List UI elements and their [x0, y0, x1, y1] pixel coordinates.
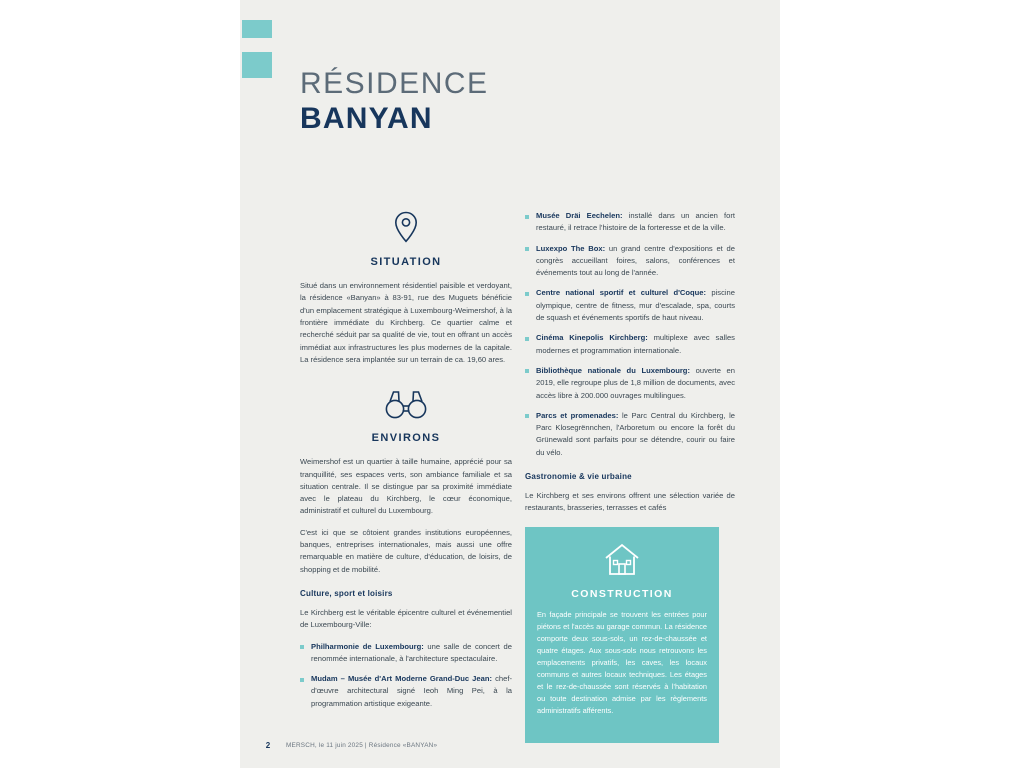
list-item: [525, 210, 735, 235]
culture-intro: Le Kirchberg est le véritable épicentre culturel et événementiel de Luxembourg-Ville:: [300, 607, 512, 630]
title-line-residence: RÉSIDENCE: [300, 67, 489, 100]
left-margin: [0, 0, 240, 768]
deco-square-top: [242, 20, 272, 38]
list-item: [300, 641, 512, 666]
page-number: 2: [265, 741, 271, 750]
list-item-text: ouverte en 2019, elle regroupe plus de 1,8 million de documents, avec accès libre à 200.000 ouvrages multilingues.: [536, 365, 736, 400]
list-item-label: Cinéma Kinepolis Kirchberg:: [536, 333, 648, 343]
list-item-label: Musée Dräi Eechelen:: [536, 211, 623, 220]
situation-heading: SITUATION: [370, 256, 442, 269]
culture-list: [300, 641, 512, 710]
right-margin: [780, 0, 1024, 768]
footer-text: MERSCH, le 11 juin 2025 | Résidence «BANYAN»: [286, 742, 438, 749]
culture-subheading: Culture, sport et loisirs: [300, 588, 393, 598]
right-column: [525, 210, 735, 524]
binoculars-icon: [300, 388, 512, 424]
list-item: [525, 332, 735, 357]
amenities-list: [525, 210, 735, 459]
construction-text: En façade principale se trouvent les entrées pour piétons et l'accès au garage commun. La résidence comporte deux sous-sols, un rez-de-chaussée et quatre étages. Aux sous-sols nous retrouvons les emplacements privatifs, les caves, les locaux communs et autres locaux techniques. Les étages et le rez-de-chaussée sont réservés à l'habitation ou toute destination admise par les règlements administratifs afférents.: [537, 610, 707, 715]
list-item: [525, 287, 735, 324]
gastronomy-subheading: Gastronomie & vie urbaine: [525, 472, 632, 482]
list-item-text: installé dans un ancien fort restauré, il retrace l'histoire de la forteresse et de la ville.: [536, 211, 735, 233]
list-item-text: chef-d'œuvre architectural signé Ieoh Ming Pei, à la programmation artistique exigeante.: [311, 674, 512, 708]
list-item-text: un grand centre d'expositions et de congrès accueillant foires, salons, conférences et événements tout au long de l'année.: [536, 243, 735, 278]
list-item: [525, 365, 735, 402]
list-item: [525, 243, 735, 280]
house-icon: [537, 541, 707, 584]
list-item-label: Centre national sportif et culturel d'Coque:: [536, 288, 707, 298]
list-item: [300, 673, 512, 710]
title-line-banyan: BANYAN: [300, 101, 433, 135]
list-item-label: Luxexpo The Box:: [536, 243, 606, 253]
list-item-label: Parcs et promenades:: [536, 410, 619, 420]
gastronomy-text: Le Kirchberg et ses environs offrent une sélection variée de restaurants, brasseries, terrasses et cafés: [525, 491, 735, 513]
list-item-text: multiplexe avec salles modernes et programmation internationale.: [536, 333, 735, 355]
environs-paragraph-2: C'est ici que se côtoient grandes institutions européennes, banques, entreprises internationales, mais aussi une offre remarquable en matière de culture, d'éducation, de loisirs, de shopping et de mobilité.: [300, 527, 512, 574]
environs-heading: ENVIRONS: [371, 432, 441, 445]
environs-paragraph-1: Weimershof est un quartier à taille humaine, apprécié pour sa tranquillité, ses espaces verts, son ambiance familiale et sa situation centrale. Il se distingue par sa proximité immédiate avec le plateau du Kirchberg, le cœur économique, administratif et culturel du Luxembourg.: [300, 457, 512, 516]
list-item-text: piscine olympique, centre de fitness, mur d'escalade, spa, courts de squash et événements sportifs de haut niveau.: [536, 288, 735, 323]
deco-square-bottom: [242, 52, 272, 78]
construction-heading: CONSTRUCTION: [571, 588, 673, 600]
list-item-text: une salle de concert de renommée internationale, à l'architecture spectaculaire.: [311, 641, 512, 663]
list-item-label: Bibliothèque nationale du Luxembourg:: [536, 365, 690, 375]
list-item-label: Philharmonie de Luxembourg:: [311, 641, 424, 651]
left-column: [300, 210, 512, 718]
location-pin-icon: [300, 210, 512, 248]
footer: [260, 741, 760, 750]
construction-panel: [525, 527, 719, 743]
situation-text: Situé dans un environnement résidentiel paisible et verdoyant, la résidence «Banyan» à 83-91, rue des Muguets bénéficie d'un emplacement stratégique à Luxembourg-Weimershof, à la frontière immédiate du Kirchberg. Ce quartier calme et recherché séduit par sa qualité de vie, tout en offrant un accès immédiat aux infrastructures les plus modernes de la capitale. La résidence sera implantée sur un terrain de ca. 19,60 ares.: [300, 281, 512, 364]
page-title: [300, 68, 720, 135]
list-item-text: le Parc Central du Kirchberg, le Parc Klosegrënnchen, l'Arboretum ou encore la forêt du Grünewald sont parfaits pour se détendre, courir ou faire du vélo.: [536, 410, 735, 457]
list-item-label: Mudam – Musée d'Art Moderne Grand-Duc Jean:: [311, 674, 493, 684]
list-item: [525, 410, 735, 459]
